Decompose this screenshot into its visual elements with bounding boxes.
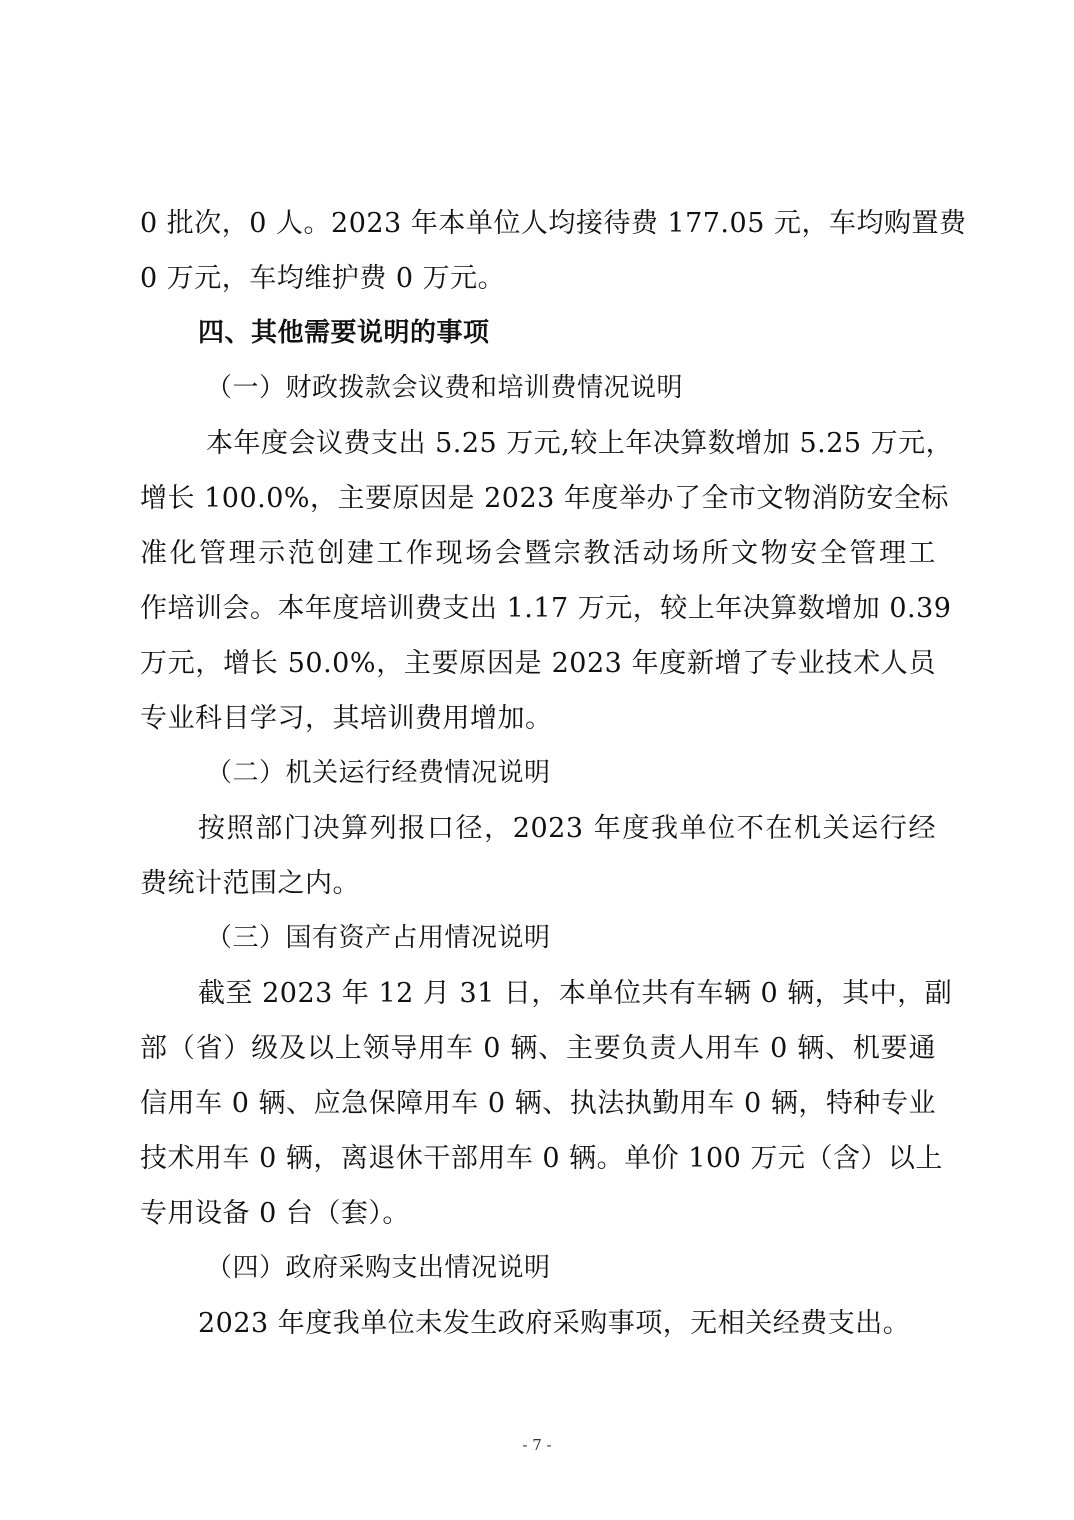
paragraph-line: 专业科目学习，其培训费用增加。 bbox=[140, 703, 553, 734]
subsection-heading: （一）财政拨款会议费和培训费情况说明 bbox=[206, 373, 684, 403]
paragraph-line: 增长 100.0%，主要原因是 2023 年度举办了全市文物消防安全标 bbox=[140, 483, 949, 514]
paragraph-line: 万元，增长 50.0%，主要原因是 2023 年度新增了专业技术人员 bbox=[140, 648, 936, 679]
paragraph-line: 准化管理示范创建工作现场会暨宗教活动场所文物安全管理工 bbox=[140, 538, 936, 569]
paragraph-line: 按照部门决算列报口径，2023 年度我单位不在机关运行经 bbox=[198, 813, 936, 844]
paragraph-line: 技术用车 0 辆，离退休干部用车 0 辆。单价 100 万元（含）以上 bbox=[140, 1143, 943, 1174]
paragraph-line: 本年度会议费支出 5.25 万元,较上年决算数增加 5.25 万元， bbox=[206, 428, 954, 459]
paragraph-line: 专用设备 0 台（套）。 bbox=[140, 1198, 410, 1229]
paragraph-line: 作培训会。本年度培训费支出 1.17 万元，较上年决算数增加 0.39 bbox=[140, 593, 952, 624]
subsection-heading: （三）国有资产占用情况说明 bbox=[206, 923, 551, 953]
subsection-heading: （二）机关运行经费情况说明 bbox=[206, 758, 551, 788]
subsection-heading: （四）政府采购支出情况说明 bbox=[206, 1253, 551, 1283]
paragraph-line: 费统计范围之内。 bbox=[140, 868, 360, 899]
paragraph-line: 截至 2023 年 12 月 31 日，本单位共有车辆 0 辆，其中，副 bbox=[198, 978, 953, 1009]
paragraph-line: 信用车 0 辆、应急保障用车 0 辆、执法执勤用车 0 辆，特种专业 bbox=[140, 1088, 936, 1119]
paragraph-line: 部（省）级及以上领导用车 0 辆、主要负责人用车 0 辆、机要通 bbox=[140, 1033, 936, 1064]
section-heading: 四、其他需要说明的事项 bbox=[198, 318, 490, 348]
paragraph-line: 0 万元，车均维护费 0 万元。 bbox=[140, 263, 506, 294]
page-number: - 7 - bbox=[522, 1436, 552, 1454]
paragraph-line: 0 批次，0 人。2023 年本单位人均接待费 177.05 元，车均购置费 bbox=[140, 208, 967, 239]
paragraph-line: 2023 年度我单位未发生政府采购事项，无相关经费支出。 bbox=[198, 1308, 911, 1339]
document-body bbox=[140, 196, 967, 1351]
